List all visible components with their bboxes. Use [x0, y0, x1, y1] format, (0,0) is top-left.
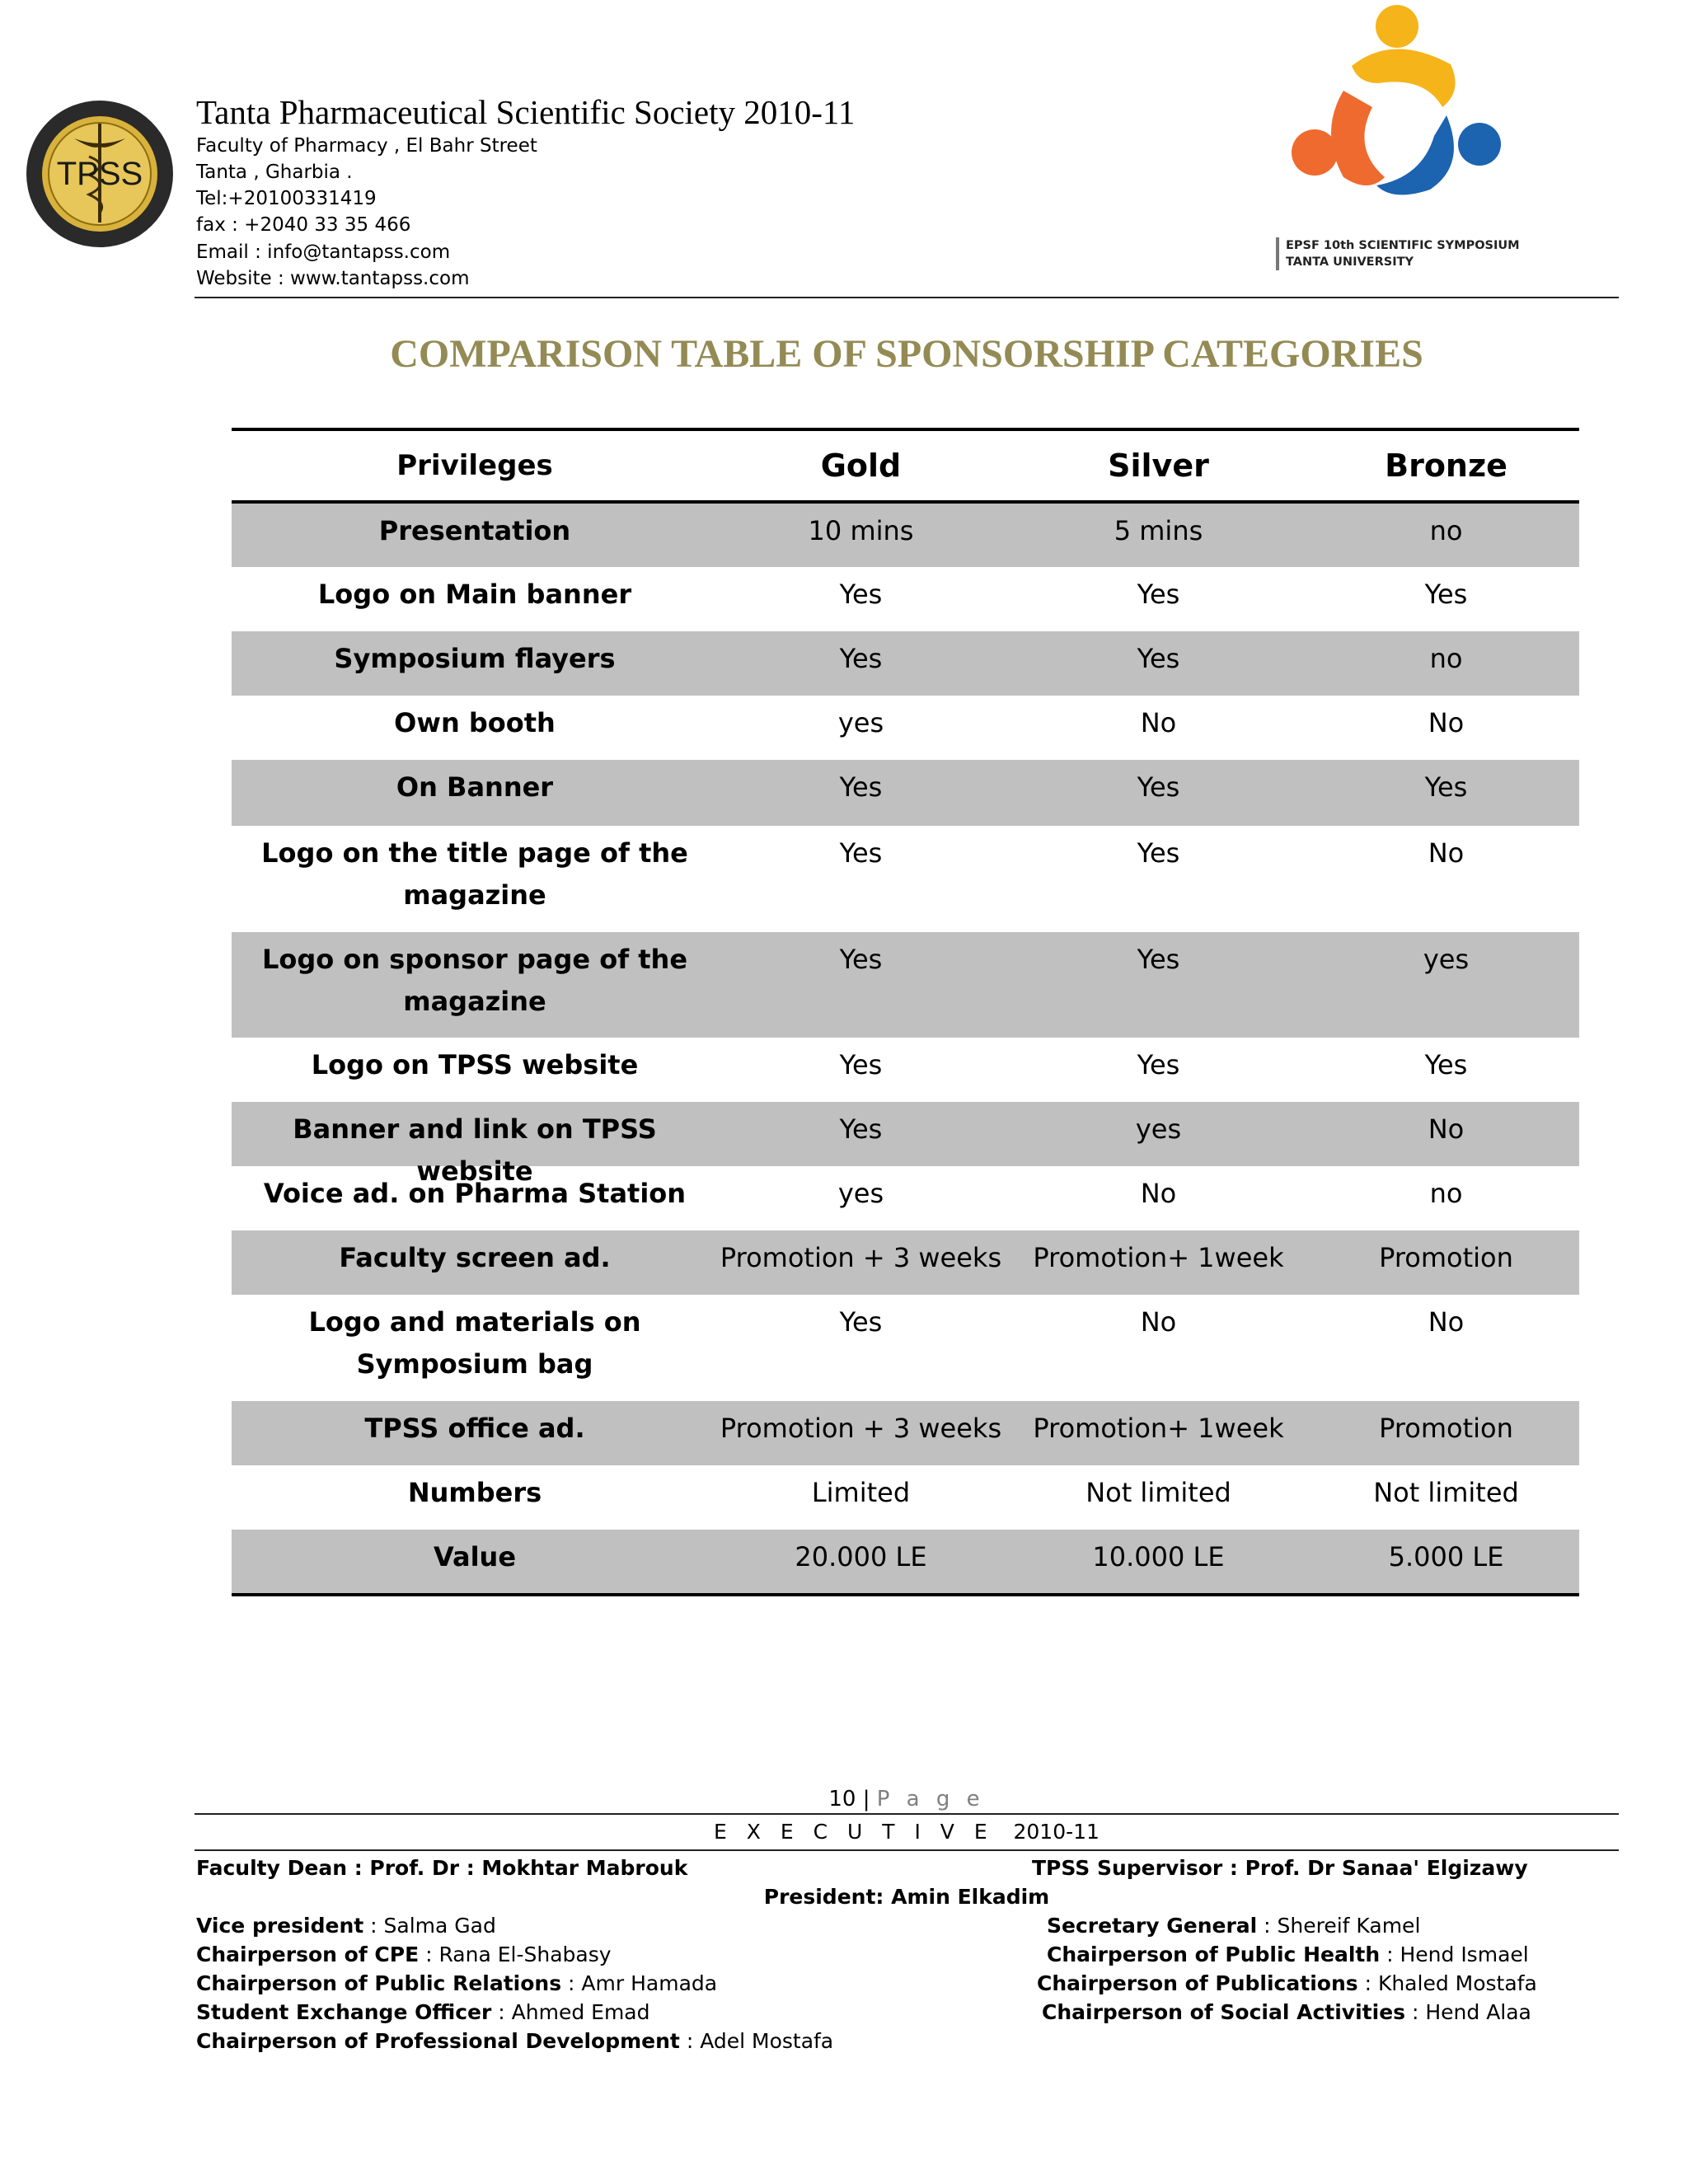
privilege-cell: Banner and link on TPSS website: [293, 1113, 657, 1187]
bronze-cell: 5.000 LE: [1388, 1541, 1504, 1572]
privilege-cell: Symposium flayers: [334, 643, 616, 674]
table-row: [232, 1465, 1579, 1530]
role-holder: : Rana El-Shabasy: [419, 1943, 612, 1966]
org-title: Tanta Pharmaceutical Scientific Society 2010-11: [196, 93, 856, 131]
role-title: Student Exchange Officer: [196, 2000, 492, 2024]
role-title: Chairperson of Social Activities: [1042, 2000, 1406, 2024]
table-row: [232, 1230, 1579, 1295]
privilege-cell: Logo on Main banner: [317, 579, 632, 610]
role-holder: : Hend Ismael: [1380, 1943, 1529, 1966]
silver-cell: Promotion+ 1week: [1033, 1242, 1284, 1273]
table-header-row: [232, 431, 1579, 504]
page-title: COMPARISON TABLE OF SPONSORSHIP CATEGORIES: [390, 332, 1423, 376]
bronze-cell: no: [1429, 515, 1463, 546]
table-row: [232, 631, 1579, 696]
page-number-separator: |: [862, 1787, 870, 1811]
symposium-logo: [1269, 0, 1541, 239]
silver-cell: Not limited: [1085, 1477, 1231, 1508]
gold-cell: Yes: [839, 837, 883, 869]
privilege-cell: Logo on the title page of the magazine: [261, 837, 688, 911]
faculty-dean: Faculty Dean : Prof. Dr : Mokhtar Mabrouk: [196, 1856, 688, 1880]
table-row: [232, 826, 1579, 932]
table-row: [232, 932, 1579, 1038]
page-number: [0, 1787, 1688, 1811]
header-divider: [195, 297, 1619, 298]
tpss-supervisor: TPSS Supervisor : Prof. Dr Sanaa' Elgizawy: [1032, 1856, 1528, 1880]
gold-cell: 10 mins: [808, 515, 914, 546]
seal-lettering: TPSS: [56, 156, 143, 192]
silver-cell: No: [1140, 1178, 1177, 1209]
bronze-cell: no: [1429, 1178, 1463, 1209]
table-row: [232, 1530, 1579, 1596]
privilege-cell: Numbers: [407, 1477, 542, 1508]
privilege-cell: Logo and materials on Symposium bag: [308, 1306, 641, 1380]
email: Email : info@tantapss.com: [196, 241, 451, 263]
gold-cell: Promotion + 3 weeks: [720, 1242, 1002, 1273]
left-role-line: [196, 2000, 650, 2024]
footer-divider-top: [195, 1813, 1619, 1815]
table-row: [232, 567, 1579, 631]
symposium-caption: [1276, 237, 1520, 270]
table-row: [232, 1166, 1579, 1230]
gold-cell: Yes: [839, 1113, 883, 1145]
gold-cell: Limited: [811, 1477, 911, 1508]
privilege-cell: Value: [433, 1541, 517, 1572]
bronze-cell: No: [1428, 707, 1465, 738]
silver-cell: yes: [1135, 1113, 1182, 1145]
silver-cell: 5 mins: [1114, 515, 1203, 546]
role-title: Secretary General: [1047, 1914, 1258, 1938]
bronze-cell: no: [1429, 643, 1463, 674]
address-line-1: Faculty of Pharmacy , El Bahr Street: [196, 135, 537, 157]
role-title: Chairperson of CPE: [196, 1943, 420, 1966]
bronze-cell: yes: [1423, 944, 1470, 975]
privilege-cell: Own booth: [394, 707, 556, 738]
silver-cell: No: [1140, 1306, 1177, 1338]
right-role-line: [1047, 1914, 1420, 1938]
president: President: Amin Elkadim: [763, 1885, 1050, 1909]
left-role-line: [196, 2029, 833, 2053]
role-holder: : Amr Hamada: [561, 1971, 718, 1995]
header-gold: Gold: [820, 448, 902, 484]
gold-cell: Yes: [839, 944, 883, 975]
address-line-2: Tanta , Gharbia .: [196, 162, 353, 183]
header-privileges: Privileges: [396, 449, 553, 482]
silver-cell: Yes: [1137, 643, 1180, 674]
header-silver: Silver: [1108, 448, 1209, 484]
right-role-line: [1037, 1971, 1537, 1995]
telephone: Tel:+20100331419: [196, 188, 377, 209]
bronze-cell: Yes: [1424, 771, 1468, 803]
table-row: [232, 1295, 1579, 1401]
executive-year: 2010-11: [1013, 1820, 1100, 1844]
left-role-line: [196, 1914, 496, 1938]
role-holder: : Khaled Mostafa: [1357, 1971, 1537, 1995]
bronze-cell: Yes: [1424, 579, 1468, 610]
role-title: Chairperson of Publications: [1037, 1971, 1358, 1995]
gold-cell: Yes: [839, 579, 883, 610]
role-holder: : Hend Alaa: [1405, 2000, 1531, 2024]
right-role-line: [1042, 2000, 1531, 2024]
privilege-cell: Logo on sponsor page of the magazine: [261, 944, 688, 1017]
tpss-seal-logo: [25, 99, 175, 249]
gold-cell: yes: [837, 707, 884, 738]
sponsorship-table: [232, 428, 1579, 1596]
silver-cell: Yes: [1137, 944, 1180, 975]
table-row: [232, 504, 1579, 567]
bronze-cell: Yes: [1424, 1049, 1468, 1080]
bronze-cell: Not limited: [1373, 1477, 1519, 1508]
privilege-cell: Presentation: [378, 515, 571, 546]
role-title: Chairperson of Public Relations: [196, 1971, 562, 1995]
privilege-cell: On Banner: [396, 771, 554, 803]
role-title: Vice president: [196, 1914, 364, 1938]
silver-cell: 10.000 LE: [1092, 1541, 1225, 1572]
bronze-cell: No: [1428, 837, 1465, 869]
executive-label: E X E C U T I V E: [714, 1820, 994, 1844]
symposium-caption-line-1: EPSF 10th SCIENTIFIC SYMPOSIUM: [1286, 239, 1520, 252]
silver-cell: Yes: [1137, 1049, 1180, 1080]
gold-cell: Yes: [839, 1306, 883, 1338]
silver-cell: No: [1140, 707, 1177, 738]
table-row: [232, 1102, 1579, 1187]
silver-cell: Yes: [1137, 837, 1180, 869]
symposium-caption-line-2: TANTA UNIVERSITY: [1286, 255, 1414, 269]
right-role-line: [1047, 1943, 1529, 1966]
fax: fax : +2040 33 35 466: [196, 214, 411, 236]
role-holder: : Shereif Kamel: [1257, 1914, 1421, 1938]
gold-cell: Yes: [839, 1049, 883, 1080]
silver-cell: Yes: [1137, 771, 1180, 803]
bronze-cell: Promotion: [1379, 1413, 1513, 1444]
table-row: [232, 760, 1579, 826]
executive-heading: [0, 1820, 1688, 1844]
table-row: [232, 1401, 1579, 1465]
footer-divider-bottom: [195, 1849, 1619, 1851]
privilege-cell: Logo on TPSS website: [311, 1049, 639, 1080]
gold-cell: yes: [837, 1178, 884, 1209]
bronze-cell: No: [1428, 1306, 1465, 1338]
silver-cell: Promotion+ 1week: [1033, 1413, 1284, 1444]
left-role-line: [196, 1943, 612, 1966]
silver-cell: Yes: [1137, 579, 1180, 610]
bronze-cell: Promotion: [1379, 1242, 1513, 1273]
header-bronze: Bronze: [1385, 448, 1507, 484]
role-holder: : Salma Gad: [363, 1914, 496, 1938]
table-row: [232, 696, 1579, 760]
page-word: P a g e: [876, 1787, 985, 1811]
gold-cell: Yes: [839, 643, 883, 674]
website: Website : www.tantapss.com: [196, 268, 470, 289]
bronze-cell: No: [1428, 1113, 1465, 1145]
role-holder: : Ahmed Emad: [491, 2000, 650, 2024]
privilege-cell: TPSS office ad.: [364, 1413, 585, 1444]
gold-cell: Promotion + 3 weeks: [720, 1413, 1002, 1444]
privilege-cell: Faculty screen ad.: [339, 1242, 611, 1273]
gold-cell: 20.000 LE: [795, 1541, 927, 1572]
role-title: Chairperson of Professional Development: [196, 2029, 680, 2053]
table-row: [232, 1038, 1579, 1102]
gold-cell: Yes: [839, 771, 883, 803]
page-number-value: 10: [828, 1787, 856, 1811]
role-holder: : Adel Mostafa: [679, 2029, 834, 2053]
role-title: Chairperson of Public Health: [1047, 1943, 1381, 1966]
left-role-line: [196, 1971, 717, 1995]
privilege-cell: Voice ad. on Pharma Station: [263, 1178, 687, 1209]
